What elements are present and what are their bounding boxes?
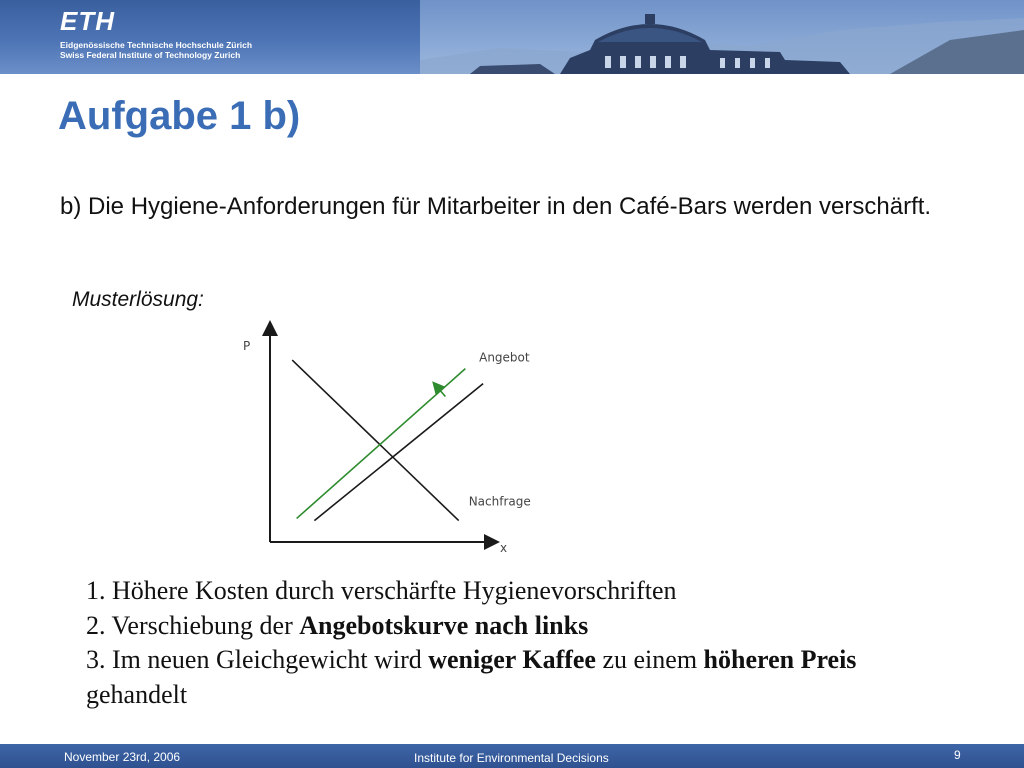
institution-name-german: Eidgenössische Technische Hochschule Zürich — [60, 40, 253, 50]
footer-institute: Institute for Environmental Decisions — [414, 751, 609, 765]
solution-label: Musterlösung: — [72, 288, 204, 311]
angebot-curve — [314, 384, 483, 521]
slide-subtitle: b) Die Hygiene-Anforderungen für Mitarbeiter in den Café-Bars werden verschärft. — [60, 193, 932, 220]
answer-list — [86, 574, 906, 712]
institution-name-english: Swiss Federal Institute of Technology Zurich — [60, 50, 241, 60]
answer-item-3-suffix: gehandelt — [86, 679, 188, 709]
angebot-label: Angebot — [479, 350, 530, 365]
x-axis-label: x — [500, 541, 508, 555]
answer-item-3-bold1: weniger Kaffee — [428, 645, 596, 674]
answer-item-2-prefix: 2. Verschiebung der — [86, 610, 300, 640]
series-layer — [292, 351, 531, 521]
y-axis-label: P — [243, 339, 251, 353]
answer-item-2 — [86, 609, 906, 644]
answer-item-2-bold: Angebotskurve nach links — [299, 610, 589, 640]
nachfrage-label: Nachfrage — [468, 494, 531, 509]
page-number: 9 — [954, 748, 961, 762]
footer-date: November 23rd, 2006 — [64, 750, 181, 764]
header-banner — [0, 0, 1024, 74]
eth-logo[interactable]: ETH — [60, 6, 115, 36]
answer-item-1 — [86, 574, 906, 609]
building-photo — [420, 0, 1024, 74]
answer-item-3 — [86, 643, 906, 712]
footer-bar — [0, 744, 1024, 768]
slide-title: Aufgabe 1 b) — [58, 94, 301, 138]
answer-item-3-prefix: 3. Im neuen Gleichgewicht wird — [86, 645, 429, 674]
answer-item-1-text: 1. Höhere Kosten durch verschärfte Hygienevorschriften — [86, 576, 677, 605]
answer-item-3-bold2: höheren Preis — [703, 645, 857, 674]
supply-demand-chart — [230, 320, 580, 560]
answer-item-3-middle: zu einem — [595, 645, 704, 674]
